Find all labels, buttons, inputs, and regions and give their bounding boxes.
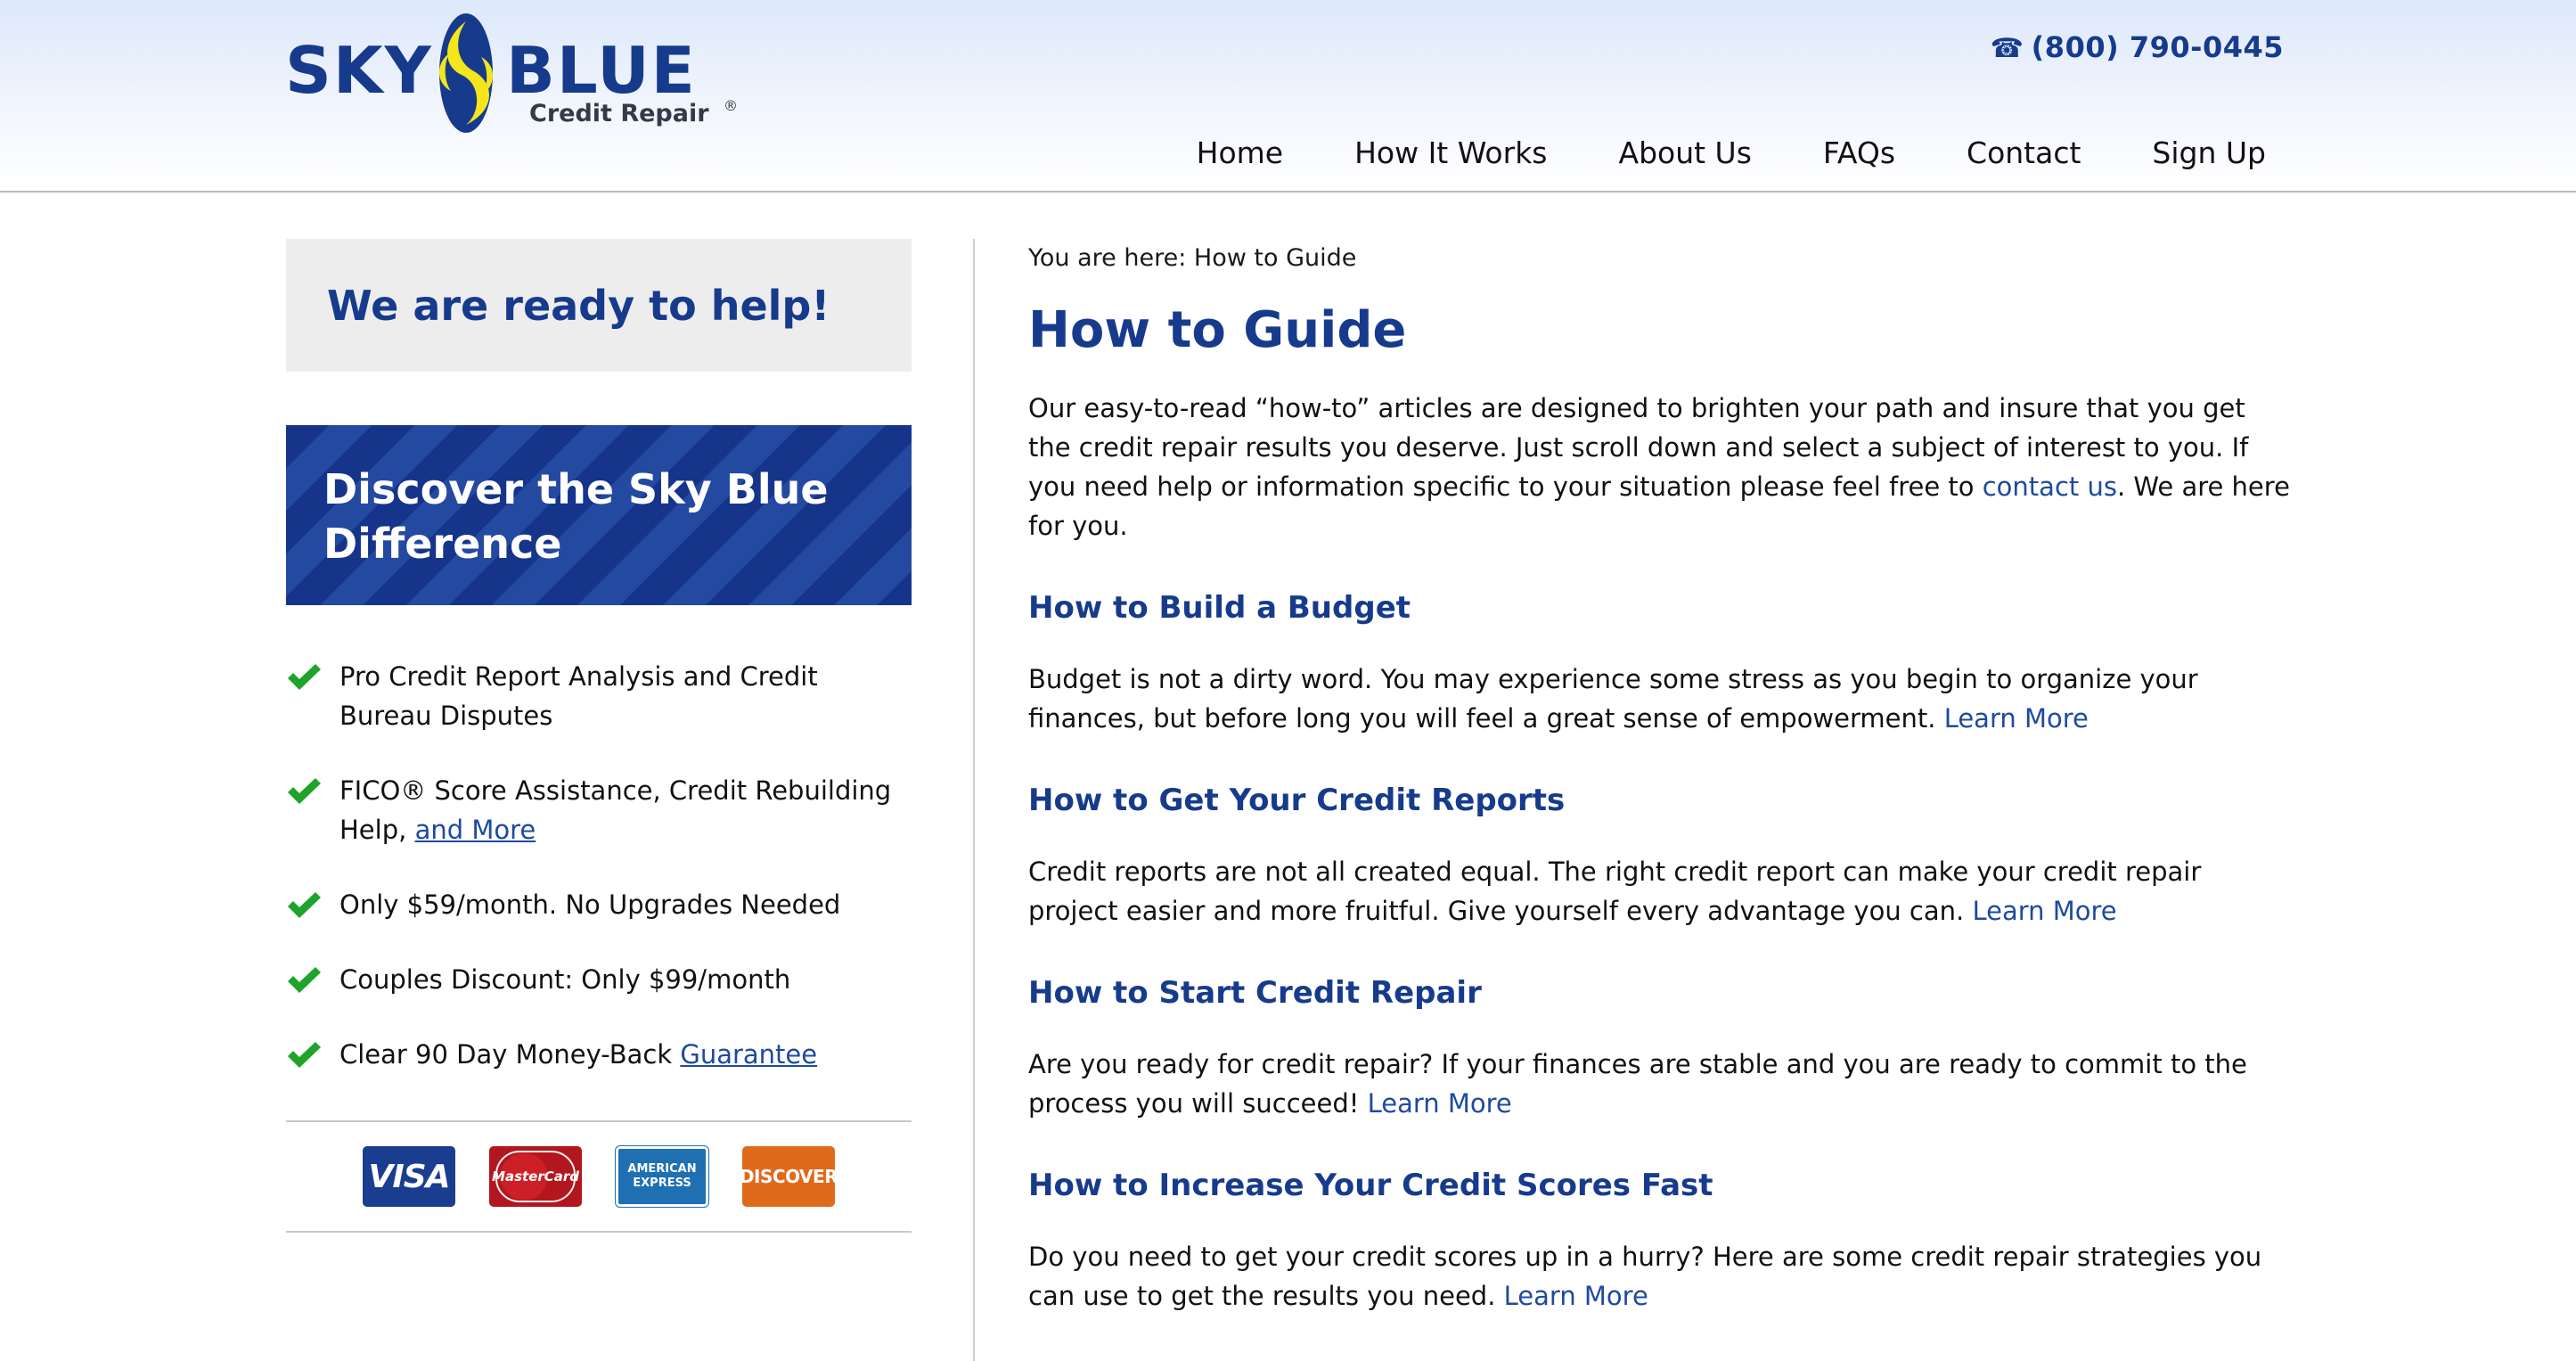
guide-section — [1028, 973, 2294, 1123]
mastercard-circles — [492, 1151, 579, 1202]
learn-more-link[interactable]: Learn More — [1367, 1088, 1512, 1119]
logo-word-left: SKY — [285, 33, 433, 108]
header-phone[interactable] — [1991, 30, 2284, 64]
section-text — [1028, 660, 2294, 738]
feature-item — [286, 771, 912, 849]
intro-paragraph — [1028, 389, 2294, 545]
site-logo[interactable] — [283, 12, 747, 137]
discover-card-icon — [739, 1146, 838, 1207]
visa-card-icon — [363, 1146, 455, 1207]
payment-cards — [286, 1120, 912, 1233]
section-title-start-repair[interactable]: How to Start Credit Repair — [1028, 975, 1482, 1011]
feature-text: Clear 90 Day Money-Back — [339, 1039, 681, 1070]
and-more-link[interactable]: and More — [414, 815, 536, 845]
amex-card-icon — [616, 1146, 708, 1207]
help-heading: We are ready to help! — [286, 239, 912, 372]
feature-text: Couples Discount: Only $99/month — [339, 964, 791, 995]
feature-item — [286, 657, 912, 735]
feature-text: Only $59/month. No Upgrades Needed — [339, 890, 841, 920]
site-header — [0, 0, 2576, 193]
logo-swirl-icon — [439, 13, 493, 133]
section-text — [1028, 1237, 2294, 1316]
amex-label-line2: EXPRESS — [633, 1177, 691, 1190]
logo-registered-mark: ® — [724, 97, 738, 114]
checkmark-icon — [286, 776, 322, 805]
mastercard-card-icon — [489, 1146, 582, 1207]
breadcrumb: You are here: How to Guide — [1028, 244, 1357, 272]
feature-text: Pro Credit Report Analysis and Credit Bureau Disputes — [339, 661, 818, 731]
contact-us-link[interactable]: contact us — [1982, 471, 2117, 502]
nav-how-it-works[interactable]: How It Works — [1354, 135, 1548, 170]
feature-item — [286, 1035, 912, 1074]
amex-label — [627, 1162, 696, 1191]
logo-word-right: BLUE — [506, 33, 697, 108]
nav-contact[interactable]: Contact — [1967, 135, 2081, 170]
intro-text: Our easy-to-read “how-to” articles are designed to brighten your path and insure that you get the credit repair results you deserve. Just scroll down and select a subject of interest to you. If you need help or information specific to your situation please feel free to — [1028, 393, 2249, 502]
section-description: Do you need to get your credit scores up in a hurry? Here are some credit repair strategies you can use to get the results you need. — [1028, 1242, 2262, 1311]
nav-sign-up[interactable]: Sign Up — [2152, 135, 2266, 170]
phone-icon: ☎ — [1990, 33, 2024, 64]
visa-label: VISA — [368, 1158, 450, 1195]
checkmark-icon — [286, 890, 322, 919]
feature-item — [286, 885, 912, 924]
main-nav — [1125, 135, 2266, 170]
learn-more-link[interactable]: Learn More — [1943, 703, 2089, 734]
column-divider — [973, 239, 975, 1361]
page-title: How to Guide — [1028, 301, 1407, 359]
feature-item — [286, 960, 912, 999]
guide-section — [1028, 781, 2294, 931]
discover-banner: Discover the Sky Blue Difference — [286, 425, 912, 605]
guide-section — [1028, 1166, 2294, 1316]
nav-faqs[interactable]: FAQs — [1822, 135, 1896, 170]
section-description: Credit reports are not all created equal. The right credit report can make your credit repair project easier and more fruitful. Give yourself every advantage you can. — [1028, 857, 2202, 926]
logo-tagline: Credit Repair — [529, 100, 709, 127]
nav-home[interactable]: Home — [1196, 135, 1284, 170]
section-text — [1028, 852, 2294, 931]
section-description: Are you ready for credit repair? If your finances are stable and you are ready to commit to the process you will succeed! — [1028, 1049, 2247, 1119]
guide-section — [1028, 588, 2294, 738]
section-description: Budget is not a dirty word. You may experience some stress as you begin to organize your finances, but before long you will feel a great sense of empowerment. — [1028, 664, 2198, 734]
checkmark-icon — [286, 1040, 322, 1069]
guarantee-link[interactable]: Guarantee — [680, 1039, 818, 1070]
learn-more-link[interactable]: Learn More — [1972, 896, 2117, 926]
learn-more-link[interactable]: Learn More — [1503, 1281, 1648, 1311]
section-text — [1028, 1045, 2294, 1123]
intro-text-end: . We are here for you. — [1028, 471, 2290, 541]
section-title-increase-scores[interactable]: How to Increase Your Credit Scores Fast — [1028, 1168, 1713, 1203]
checkmark-icon — [286, 965, 322, 994]
checkmark-icon — [286, 662, 322, 691]
amex-label-line1: AMERICAN — [627, 1162, 697, 1176]
section-title-build-budget[interactable]: How to Build a Budget — [1028, 590, 1411, 626]
main-content — [1028, 242, 2294, 1316]
discover-label: DISCOVER — [739, 1166, 838, 1187]
feature-text: FICO® Score Assistance, Credit Rebuilding Help, — [339, 775, 892, 845]
mastercard-label: MasterCard — [492, 1168, 579, 1185]
feature-list — [286, 657, 912, 1074]
section-title-credit-reports[interactable]: How to Get Your Credit Reports — [1028, 783, 1566, 818]
sidebar — [286, 239, 912, 1233]
nav-about-us[interactable]: About Us — [1618, 135, 1752, 170]
phone-number: (800) 790-0445 — [2031, 30, 2284, 64]
